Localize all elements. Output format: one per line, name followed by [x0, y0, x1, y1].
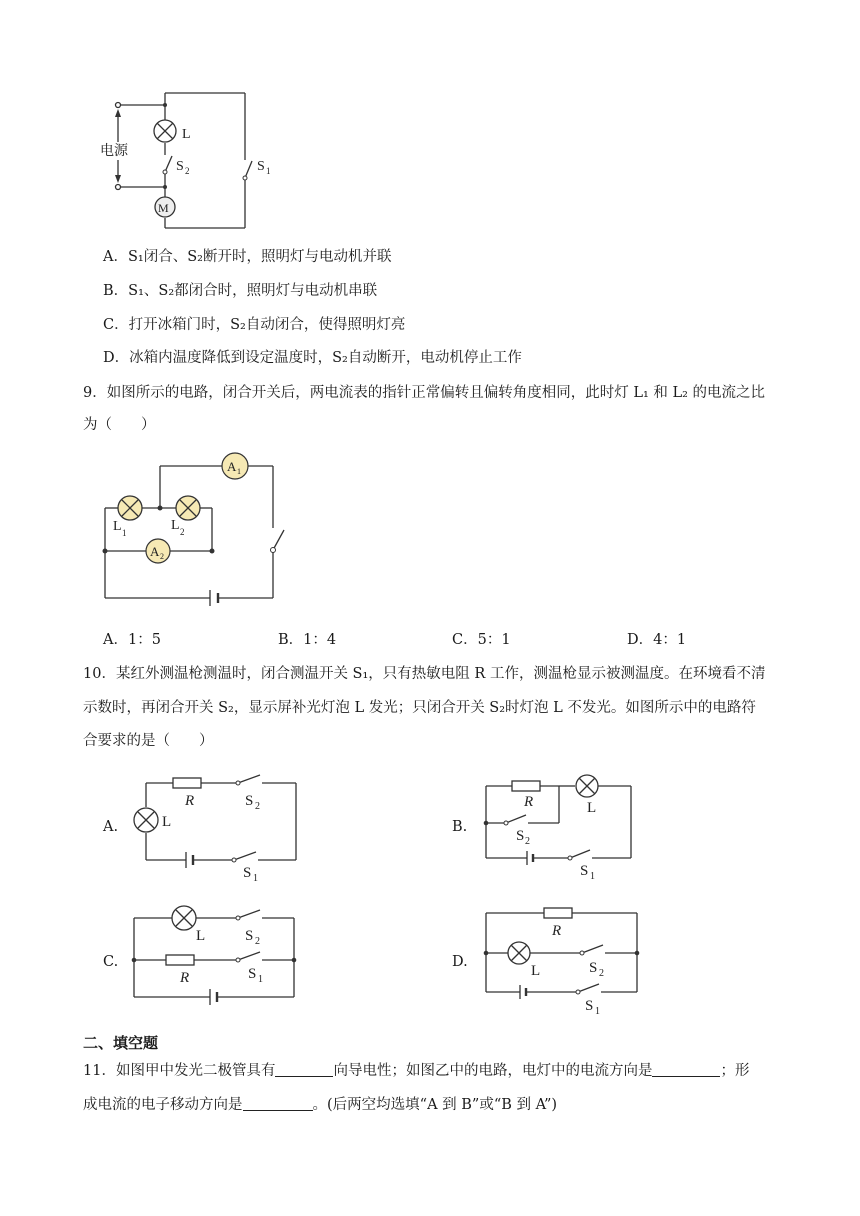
- svg-text:S: S: [248, 966, 257, 982]
- svg-text:1: 1: [253, 873, 258, 884]
- svg-text:S: S: [580, 863, 589, 879]
- svg-text:2: 2: [180, 527, 185, 537]
- svg-text:L: L: [531, 963, 541, 979]
- svg-text:R: R: [185, 793, 195, 809]
- svg-text:2: 2: [599, 968, 604, 979]
- section-title-fill-in: 二、填空题: [83, 1034, 159, 1052]
- svg-text:A: A: [227, 459, 237, 474]
- q8-lamp-label: L: [182, 127, 191, 142]
- q9-option-a[interactable]: A．1：5: [103, 632, 161, 648]
- svg-text:S: S: [585, 998, 594, 1014]
- q8-option-d[interactable]: D．冰箱内温度降低到设定温度时，S₂自动断开，电动机停止工作: [103, 350, 522, 366]
- q8-power-label: 电源: [100, 143, 128, 159]
- q11-blank-2[interactable]: [652, 1062, 720, 1077]
- q10-stem-line3: 合要求的是（ ）: [83, 733, 214, 749]
- svg-text:A: A: [150, 544, 160, 559]
- q9-option-c[interactable]: C．5：1: [452, 632, 511, 648]
- q8-option-c[interactable]: C．打开冰箱门时，S₂自动闭合，使得照明灯亮: [103, 317, 406, 333]
- q10-option-b-label[interactable]: B.: [452, 819, 468, 835]
- svg-text:2: 2: [160, 552, 164, 561]
- q9-option-d[interactable]: D．4：1: [627, 632, 687, 648]
- q8-s2-label: S: [176, 159, 184, 174]
- q11-line2: 成电流的电子移动方向是 。(后两空均选填“A 到 B”或“B 到 A”): [83, 1097, 558, 1113]
- svg-text:L: L: [587, 800, 597, 816]
- svg-text:S: S: [516, 828, 525, 844]
- svg-text:1: 1: [237, 467, 241, 476]
- svg-text:1: 1: [590, 871, 595, 882]
- svg-text:L: L: [113, 519, 122, 534]
- q8-s1-label: S: [257, 159, 265, 174]
- svg-text:1: 1: [595, 1006, 600, 1017]
- q8-option-b[interactable]: B．S₁、S₂都闭合时，照明灯与电动机串联: [103, 283, 378, 299]
- svg-text:L: L: [196, 928, 206, 944]
- svg-text:1: 1: [122, 528, 127, 538]
- svg-text:2: 2: [255, 936, 260, 947]
- q9-stem-line2: 为（ ）: [83, 417, 156, 433]
- svg-text:1: 1: [266, 166, 271, 176]
- svg-text:R: R: [180, 970, 190, 986]
- svg-text:2: 2: [185, 166, 190, 176]
- q10-option-c-label[interactable]: C.: [103, 954, 119, 970]
- q11-line1: 11．如图甲中发光二极管具有 向导电性；如图乙中的电路，电灯中的电流方向是 ；形: [83, 1063, 750, 1079]
- svg-text:S: S: [245, 793, 254, 809]
- q10-stem-line2: 示数时，再闭合开关 S₂，显示屏补光灯泡 L 发光；只闭合开关 S₂时灯泡 L 不发光。如图所示中的电路符: [83, 700, 756, 716]
- q10-stem-line1: 10．某红外测温枪测温时，闭合测温开关 S₁，只有热敏电阻 R 工作，测温枪显示被测温度。在环境看不清: [83, 666, 766, 682]
- q9-stem-line1: 9．如图所示的电路，闭合开关后，两电流表的指针正常偏转且偏转角度相同，此时灯 L₁ 和 L₂ 的电流之比: [83, 385, 766, 401]
- q8-option-a[interactable]: A．S₁闭合、S₂断开时，照明灯与电动机并联: [103, 249, 392, 265]
- q8-motor-label: M: [158, 201, 169, 215]
- q9-option-b[interactable]: B．1：4: [278, 632, 337, 648]
- svg-text:R: R: [552, 923, 562, 939]
- q11-blank-1[interactable]: [275, 1062, 333, 1077]
- svg-text:L: L: [162, 814, 172, 830]
- q10-option-a-label[interactable]: A.: [103, 819, 119, 835]
- svg-text:1: 1: [258, 974, 263, 985]
- svg-text:S: S: [245, 928, 254, 944]
- svg-text:R: R: [524, 794, 534, 810]
- svg-text:2: 2: [255, 801, 260, 812]
- svg-text:2: 2: [525, 836, 530, 847]
- svg-text:S: S: [589, 960, 598, 976]
- svg-text:S: S: [243, 865, 252, 881]
- q10-option-d-label[interactable]: D.: [452, 954, 468, 970]
- q11-blank-3[interactable]: [243, 1096, 313, 1111]
- svg-text:L: L: [171, 518, 180, 533]
